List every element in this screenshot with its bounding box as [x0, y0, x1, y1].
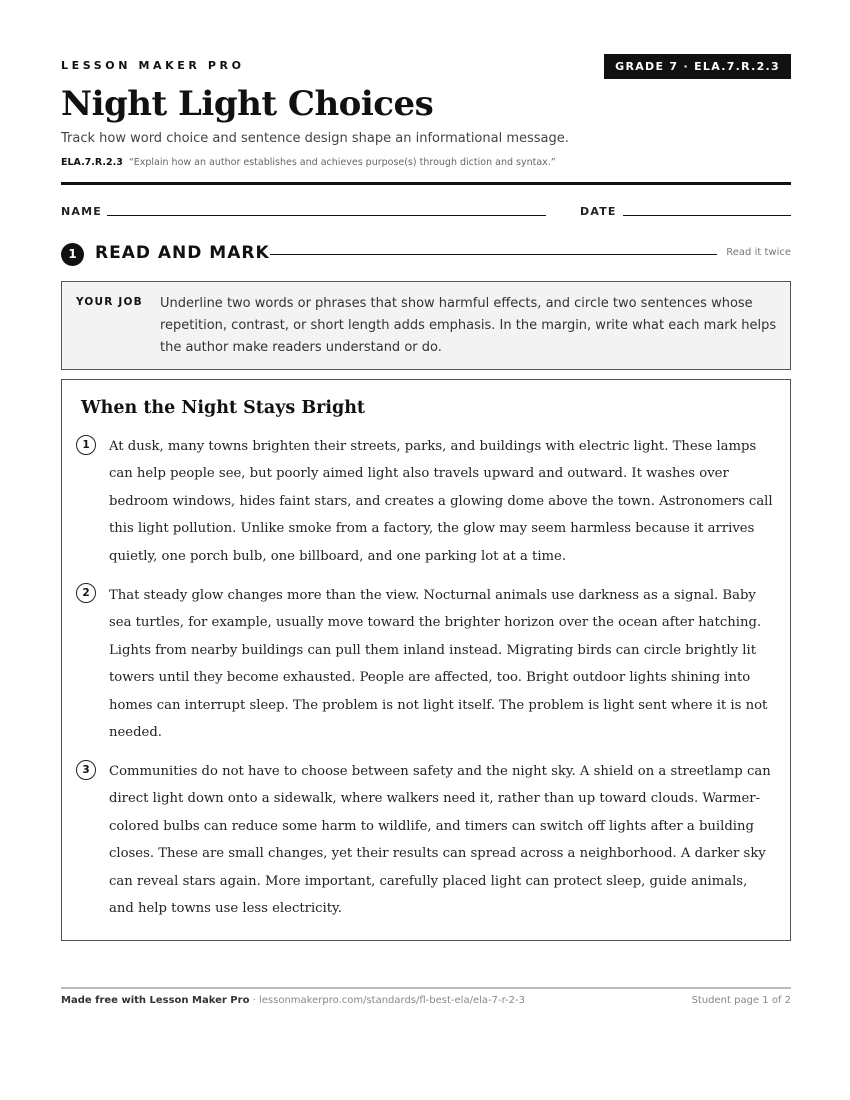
- section-title: READ AND MARK: [95, 243, 270, 263]
- footer-page-number: Student page 1 of 2: [691, 995, 791, 1006]
- section-number-badge: 1: [61, 243, 84, 266]
- header-divider: [61, 182, 791, 185]
- footer-url: · lessonmakerpro.com/standards/fl-best-ela/ela-7-r-2-3: [249, 995, 525, 1006]
- page-subtitle: Track how word choice and sentence design shape an informational message.: [61, 131, 569, 146]
- standard-code: ELA.7.R.2.3: [61, 157, 123, 168]
- page-title: Night Light Choices: [61, 84, 434, 124]
- paragraph-number-1: 1: [76, 435, 96, 455]
- reading-passage: [61, 379, 791, 941]
- passage-title: When the Night Stays Bright: [81, 398, 366, 418]
- paragraph-3: Communities do not have to choose between safety and the night sky. A shield on a streetlamp can direct light down onto a sidewalk, where walkers need it, rather than up toward clouds. Warmer-colored bulbs can reduce some harm to wildlife, and timers can switch off lights after a building closes. These are small changes, yet their results can spread across a neighborhood. A darker sky can reveal stars again. More important, carefully placed light can protect sleep, guide animals, and help towns use less electricity.: [109, 764, 771, 917]
- footer-made-with: Made free with Lesson Maker Pro: [61, 995, 250, 1006]
- date-label: DATE: [580, 205, 617, 218]
- your-job-instructions: Underline two words or phrases that show harmful effects, and circle two sentences whose repetition, contrast, or short length adds emphasis. In the margin, write what each mark helps the author make readers understand or do.: [160, 296, 777, 355]
- standard-quote: “Explain how an author establishes and achieves purpose(s) through diction and syntax.”: [128, 157, 556, 168]
- footer-divider: [61, 987, 791, 989]
- brand-name: LESSON MAKER PRO: [61, 59, 245, 72]
- section-rule: [270, 254, 717, 255]
- section-header: [61, 242, 791, 266]
- paragraph-number-3: 3: [76, 760, 96, 780]
- standard-line: [61, 157, 556, 168]
- paragraph-2: That steady glow changes more than the view. Nocturnal animals use darkness as a signal. Baby sea turtles, for example, usually move toward the brighter horizon over the ocean after hatching. Lights from nearby buildings can pull them inland instead. Migrating birds can circle brightly lit towers until they become exhausted. People are affected, too. Bright outdoor lights shining into homes can interrupt sleep. The problem is not light itself. The problem is light sent where it is not needed.: [109, 588, 768, 741]
- paragraph-1: At dusk, many towns brighten their streets, parks, and buildings with electric light. These lamps can help people see, but poorly aimed light also travels upward and outward. It washes over bedroom windows, hides faint stars, and creates a glowing dome above the town. Astronomers call this light pollution. Unlike smoke from a factory, the glow may seem harmless because it arrives quietly, one porch bulb, one billboard, and one parking lot at a time.: [109, 439, 773, 564]
- your-job-label: YOUR JOB: [76, 296, 143, 308]
- date-field[interactable]: [623, 215, 791, 216]
- your-job-box: [61, 281, 791, 370]
- name-label: NAME: [61, 205, 102, 218]
- footer-credit: [61, 995, 525, 1006]
- paragraph-number-2: 2: [76, 583, 96, 603]
- grade-badge: GRADE 7 · ELA.7.R.2.3: [604, 54, 791, 79]
- section-note: Read it twice: [726, 247, 791, 258]
- name-field[interactable]: [107, 215, 546, 216]
